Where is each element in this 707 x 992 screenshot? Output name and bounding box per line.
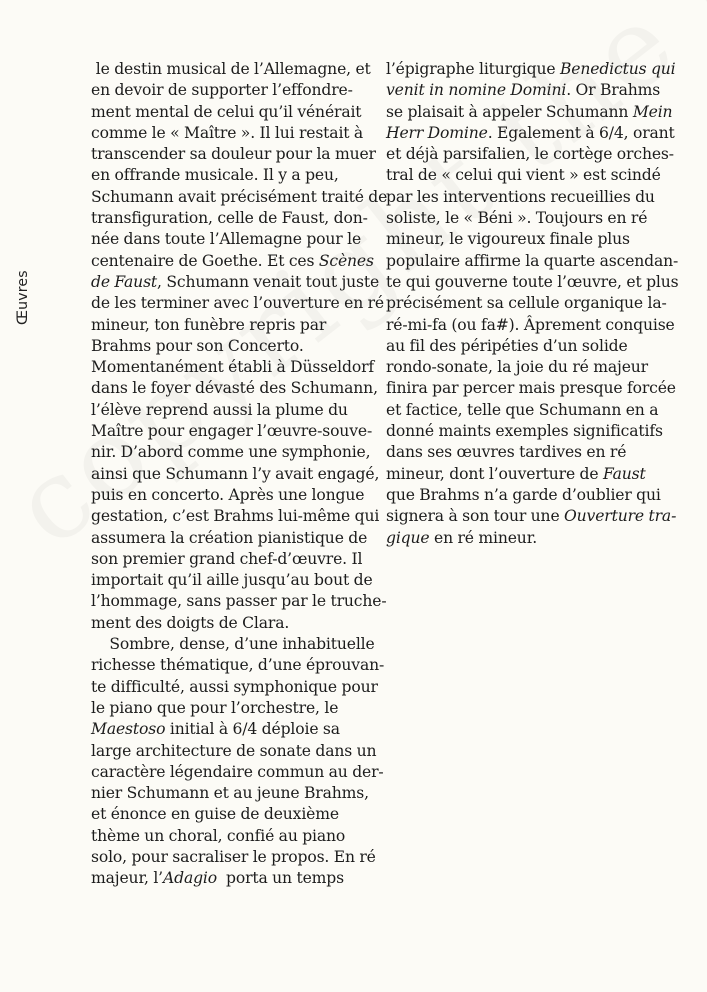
text-line: [91, 677, 381, 698]
text-segment: née dans toute l’Allemagne pour le: [91, 230, 362, 249]
text-line: [386, 144, 681, 165]
text-segment: ment des doigts de Clara.: [91, 613, 290, 632]
italic-text: Scènes: [318, 251, 374, 270]
text-segment: mineur, ton funèbre repris par: [91, 315, 327, 334]
text-line: [91, 485, 381, 506]
text-line: [91, 80, 381, 101]
text-segment: large architecture de sonate dans un: [91, 741, 377, 760]
text-segment: gestation, c’est Brahms lui-même qui: [91, 507, 380, 526]
text-segment: initial à 6/4 déploie sa: [165, 720, 340, 739]
text-line: [91, 655, 385, 676]
text-line: [91, 591, 387, 612]
text-line: [386, 272, 681, 293]
text-segment: donné maints exemples significatifs: [386, 422, 663, 441]
text-segment: solo, pour sacraliser le propos. En ré: [91, 847, 376, 866]
text-segment: ment mental de celui qu’il vénérait: [91, 102, 362, 121]
text-segment: . Or Brahms: [566, 81, 661, 100]
text-line: [91, 804, 381, 825]
text-segment: signera à son tour une: [386, 507, 565, 526]
text-segment: transcender sa douleur pour la muer: [91, 145, 376, 164]
text-line: [91, 698, 381, 719]
italic-text: Faust: [602, 464, 646, 483]
text-line: [91, 378, 381, 399]
text-line: [91, 506, 381, 527]
italic-text: de Faust: [91, 272, 158, 291]
text-segment: que Brahms n’a garde d’oublier qui: [386, 485, 661, 504]
text-segment: Momentanément établi à Düsseldorf: [91, 358, 375, 377]
text-line: [386, 208, 681, 229]
text-line: [386, 102, 681, 123]
text-segment: populaire affirme la quarte ascendan-: [386, 251, 679, 270]
text-segment: te difficulté, aussi symphonique pour: [91, 677, 378, 696]
text-line: [386, 123, 681, 144]
text-line: [91, 826, 381, 847]
text-line: [386, 187, 681, 208]
text-segment: rondo-sonate, la joie du ré majeur: [386, 358, 648, 377]
text-segment: l’hommage, sans passer par le truche-: [91, 592, 387, 611]
italic-text: Adagio: [163, 869, 217, 888]
text-segment: centenaire de Goethe. Et ces: [91, 251, 319, 270]
text-line: [91, 187, 388, 208]
text-segment: majeur, l’: [91, 869, 163, 888]
text-segment: tral de « celui qui vient » est scindé: [386, 166, 661, 185]
text-segment: thème un choral, confié au piano: [91, 826, 346, 845]
text-segment: par les interventions recueillies du: [386, 187, 655, 206]
text-segment: dans ses œuvres tardives en ré: [386, 443, 627, 462]
text-segment: son premier grand chef-d’œuvre. Il: [91, 549, 363, 568]
text-line: [91, 293, 384, 314]
text-segment: te qui gouverne toute l’œuvre, et plus: [386, 272, 679, 291]
text-segment: soliste, le « Béni ». Toujours en ré: [386, 209, 648, 228]
text-line: [386, 229, 681, 250]
text-segment: transfiguration, celle de Faust, don-: [91, 209, 368, 228]
text-line: [91, 783, 381, 804]
text-segment: en ré mineur.: [429, 528, 538, 547]
text-segment: importait qu’il aille jusqu’au bout de: [91, 571, 373, 590]
text-line: [386, 315, 681, 336]
text-segment: nir. D’abord comme une symphonie,: [91, 443, 371, 462]
text-segment: ainsi que Schumann l’y avait engagé,: [91, 464, 380, 483]
italic-text: Mein: [632, 102, 673, 121]
text-segment: de les terminer avec l’ouverture en ré: [91, 294, 384, 313]
text-segment: le piano que pour l’orchestre, le: [91, 698, 339, 717]
italic-text: Herr Domine: [386, 123, 488, 142]
text-segment: Maître pour engager l’œuvre-souve-: [91, 422, 373, 441]
text-segment: ré-mi-fa (ou fa#). Âprement conquise: [386, 315, 675, 334]
text-line: [91, 336, 381, 357]
text-segment: mineur, dont l’ouverture de: [386, 464, 603, 483]
text-line: [386, 293, 681, 314]
text-line: [386, 421, 681, 442]
text-line: [386, 357, 681, 378]
text-segment: assumera la création pianistique de: [91, 528, 368, 547]
text-segment: puis en concerto. Après une longue: [91, 485, 365, 504]
text-line: [91, 528, 381, 549]
text-line: [386, 506, 681, 527]
text-segment: comme le « Maître ». Il lui restait à: [91, 123, 364, 142]
text-segment: finira par percer mais presque forcée: [386, 379, 676, 398]
italic-text: Ouverture tra-: [564, 507, 677, 526]
text-line: [91, 208, 381, 229]
text-segment: en devoir de supporter l’effondre-: [91, 81, 353, 100]
text-segment: Sombre, dense, d’une inhabituelle: [91, 635, 375, 654]
text-segment: le destin musical de l’Allemagne, et: [91, 60, 371, 78]
text-segment: se plaisait à appeler Schumann: [386, 102, 633, 121]
text-line: [91, 315, 381, 336]
text-segment: Brahms pour son Concerto.: [91, 336, 304, 355]
italic-text: Benedictus qui: [559, 60, 676, 78]
text-line: [91, 549, 381, 570]
text-segment: et déjà parsifalien, le cortège orches-: [386, 145, 674, 164]
text-line: [91, 613, 381, 634]
text-line: [386, 80, 681, 101]
text-line: [91, 868, 381, 889]
text-segment: et énonce en guise de deuxième: [91, 805, 339, 824]
text-segment: et factice, telle que Schumann en a: [386, 400, 659, 419]
text-line: [91, 144, 381, 165]
text-segment: dans le foyer dévasté des Schumann,: [91, 379, 378, 398]
text-column-left: [91, 59, 388, 890]
text-line: [386, 378, 681, 399]
text-line: [91, 762, 384, 783]
text-line: [91, 719, 381, 740]
text-line: [91, 847, 381, 868]
text-line: [91, 421, 381, 442]
text-line: [91, 741, 381, 762]
section-side-label: Œuvres: [15, 270, 31, 325]
text-segment: porta un temps: [217, 869, 344, 888]
text-line: [91, 165, 381, 186]
text-segment: mineur, le vigoureux finale plus: [386, 230, 630, 249]
text-segment: nier Schumann et au jeune Brahms,: [91, 784, 369, 803]
text-line: [91, 357, 381, 378]
text-line: [386, 336, 681, 357]
text-column-right: [386, 59, 681, 549]
text-line: [91, 442, 381, 463]
text-line: [386, 165, 681, 186]
text-line: [386, 59, 681, 80]
text-line: [386, 528, 681, 549]
text-segment: l’épigraphe liturgique: [386, 60, 560, 78]
text-line: [91, 272, 381, 293]
text-segment: Schumann avait précisément traité de: [91, 187, 388, 206]
text-line: [386, 251, 681, 272]
text-line: [91, 400, 381, 421]
text-segment: caractère légendaire commun au der-: [91, 762, 384, 781]
text-line: [91, 102, 381, 123]
text-segment: . Egalement à 6/4, orant: [487, 123, 675, 142]
text-segment: , Schumann venait tout juste: [157, 272, 380, 291]
text-segment: en offrande musicale. Il y a peu,: [91, 166, 339, 185]
text-line: [91, 251, 381, 272]
text-segment: l’élève reprend aussi la plume du: [91, 400, 348, 419]
text-segment: précisément sa cellule organique la-: [386, 294, 667, 313]
text-line: [91, 634, 381, 655]
text-segment: au fil des péripéties d’un solide: [386, 336, 628, 355]
text-line: [386, 442, 681, 463]
text-line: [91, 229, 381, 250]
italic-text: venit in nomine Domini: [386, 81, 567, 100]
text-line: [91, 464, 381, 485]
text-line: [386, 400, 681, 421]
text-line: [91, 59, 381, 80]
text-line: [386, 464, 681, 485]
text-line: [91, 123, 381, 144]
text-line: [91, 570, 381, 591]
italic-text: Maestoso: [91, 720, 166, 739]
text-segment: richesse thématique, d’une éprouvan-: [91, 656, 385, 675]
italic-text: gique: [386, 528, 430, 547]
text-line: [386, 485, 681, 506]
